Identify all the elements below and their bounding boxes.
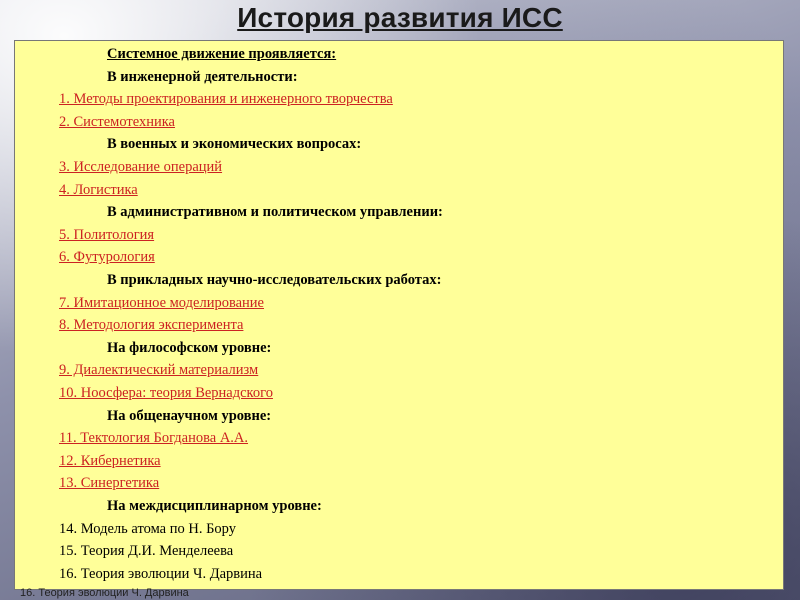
section-heading: На междисциплинарном уровне:: [107, 498, 322, 514]
section-heading: На философском уровне:: [107, 339, 272, 356]
section-heading: В административном и политическом управлении:: [107, 204, 443, 221]
topic-link[interactable]: 6. Футурология: [59, 249, 155, 266]
topic-link[interactable]: 1. Методы проектирования и инженерного творчества: [59, 91, 393, 108]
section-heading: В военных и экономических вопросах:: [107, 136, 362, 153]
section-heading: В инженерной деятельности:: [107, 68, 298, 85]
topic-link[interactable]: 8. Методология эксперимента: [59, 317, 244, 334]
topic-link[interactable]: 5. Политология: [59, 226, 155, 243]
topic-link[interactable]: 2. Системотехника: [59, 113, 175, 130]
topic-link[interactable]: 3. Исследование операций: [59, 159, 223, 175]
topic-link[interactable]: 4. Логистика: [59, 181, 138, 198]
topic-link[interactable]: 11. Тектология Богданова А.А.: [59, 430, 249, 447]
topic-link[interactable]: 9. Диалектический материализм: [59, 362, 259, 379]
background-text: 16. Теория эволюции Ч. Дарвина: [20, 587, 189, 599]
topic-link[interactable]: 7. Имитационное моделирование: [59, 294, 264, 311]
topic-item: 15. Теория Д.И. Менделеева: [59, 543, 234, 560]
topic-item: 14. Модель атома по Н. Бору: [59, 520, 236, 537]
topic-item: 16. Теория эволюции Ч. Дарвина: [59, 565, 263, 582]
section-heading: На общенаучном уровне:: [107, 407, 272, 424]
page-title: История развития ИСС: [237, 2, 563, 33]
topic-link[interactable]: 13. Синергетика: [59, 475, 160, 492]
section-heading: Системное движение проявляется:: [107, 46, 337, 62]
topic-link[interactable]: 10. Ноосфера: теория Вернадского: [59, 385, 273, 401]
topic-link[interactable]: 12. Кибернетика: [59, 452, 161, 469]
content-panel: [14, 40, 784, 590]
section-heading: В прикладных научно-исследовательских работах:: [107, 272, 442, 288]
